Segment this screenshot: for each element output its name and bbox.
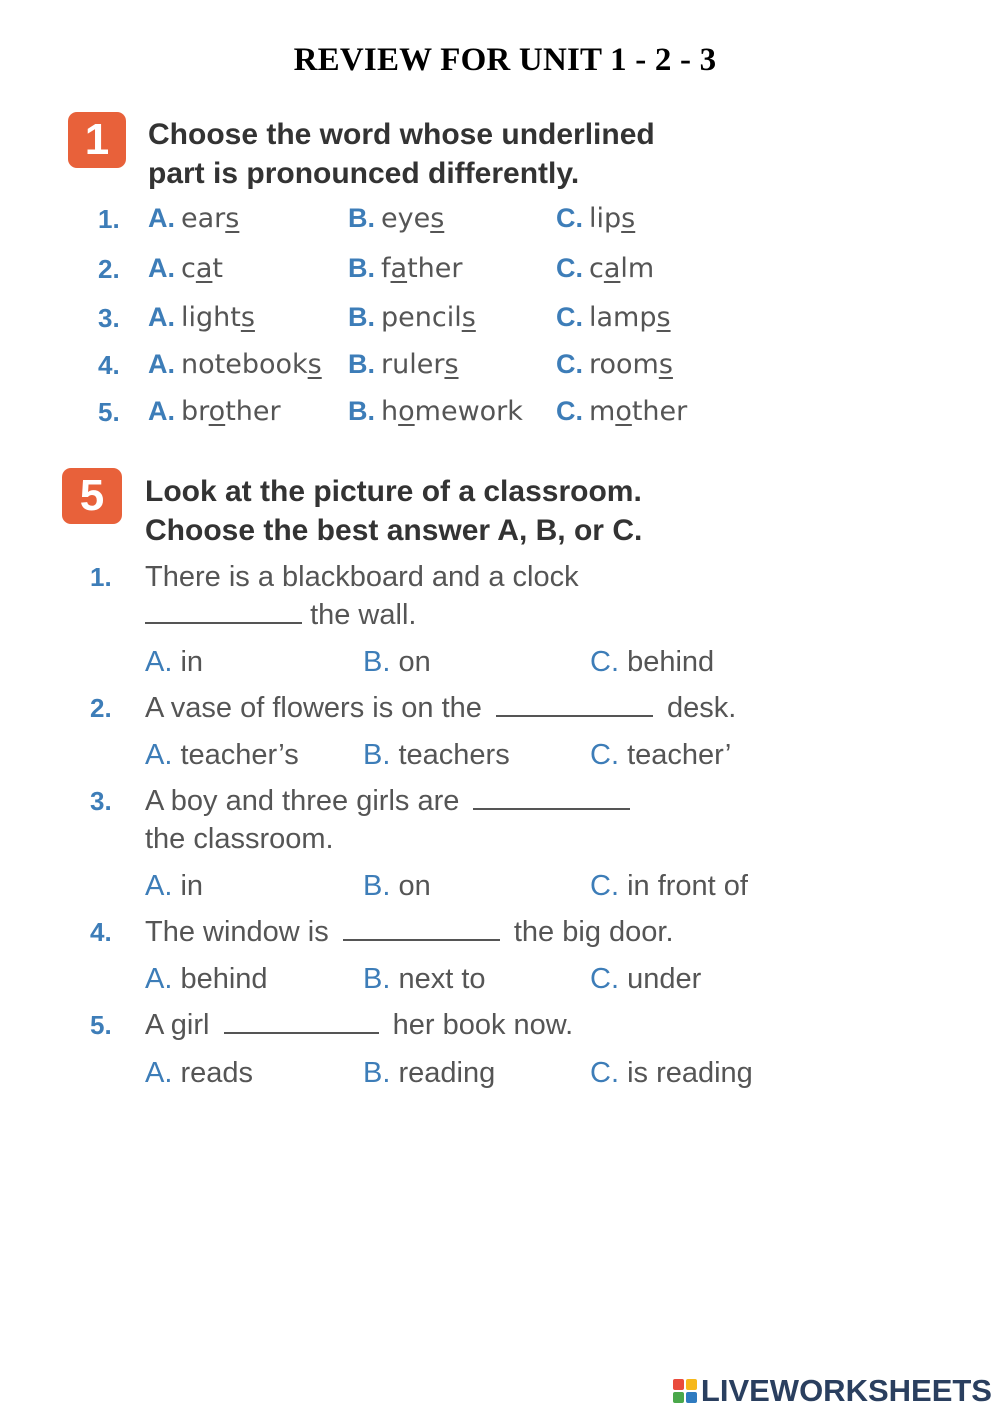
liveworksheets-logo-icon: [673, 1379, 697, 1403]
option-letter: A.: [148, 396, 175, 426]
answer-blank[interactable]: [473, 786, 630, 810]
item-number: 4.: [98, 350, 120, 380]
answer-blank[interactable]: [224, 1010, 379, 1034]
section-5-badge: 5: [62, 468, 122, 524]
option-letter: B.: [348, 349, 375, 379]
question-number: 4.: [90, 917, 112, 947]
option-c[interactable]: [556, 302, 671, 333]
instruction-line-1: Look at the picture of a classroom.: [145, 475, 642, 508]
question-4-text: The window is the big door.: [145, 916, 674, 948]
question-number: 5.: [90, 1010, 112, 1040]
option-c[interactable]: C. in front of: [590, 870, 748, 902]
option-c[interactable]: C. behind: [590, 646, 715, 678]
answer-blank[interactable]: [343, 917, 500, 941]
option-a[interactable]: [148, 253, 223, 284]
instruction-line-2: Choose the best answer A, B, or C.: [145, 514, 643, 547]
item-number: 1.: [98, 204, 120, 234]
question-number: 3.: [90, 786, 112, 816]
option-b[interactable]: B. on: [363, 646, 431, 678]
option-b[interactable]: [348, 396, 523, 427]
word-part: m: [589, 396, 616, 427]
option-letter: A.: [148, 349, 175, 379]
option-b[interactable]: [348, 349, 459, 380]
underlined-part: o: [208, 396, 226, 427]
brand-name: LIVEWORKSHEETS: [700, 1373, 992, 1408]
word-part: ther: [407, 253, 463, 284]
word-part: ther: [225, 396, 281, 427]
word-part: h: [381, 396, 399, 427]
underlined-part: s: [656, 302, 671, 333]
word-part: lip: [589, 203, 622, 234]
option-letter: B.: [348, 396, 375, 426]
underlined-part: s: [621, 203, 636, 234]
option-letter: C.: [556, 349, 583, 379]
word-part: eye: [381, 203, 431, 234]
answer-blank[interactable]: [496, 693, 653, 717]
liveworksheets-logo: [673, 1373, 992, 1409]
underlined-part: a: [390, 253, 408, 284]
option-letter: B.: [348, 253, 375, 283]
option-letter: A.: [148, 253, 175, 283]
option-a[interactable]: A. reads: [145, 1057, 254, 1089]
option-letter: C.: [556, 203, 583, 233]
option-letter: B.: [348, 302, 375, 332]
option-c[interactable]: C. teacher’: [590, 739, 732, 771]
underlined-part: s: [430, 203, 445, 234]
option-a[interactable]: [148, 349, 322, 380]
question-1-line-2: the wall.: [145, 596, 416, 634]
underlined-part: s: [225, 203, 240, 234]
word-part: lamp: [589, 302, 657, 333]
question-1-line-1: There is a blackboard and a clock: [145, 561, 579, 593]
option-b[interactable]: B. on: [363, 870, 431, 902]
word-part: ther: [631, 396, 688, 427]
option-b[interactable]: [348, 253, 462, 284]
underlined-part: s: [658, 349, 673, 380]
word-part: light: [181, 302, 241, 333]
word-part: mework: [414, 396, 523, 427]
option-a[interactable]: [148, 302, 255, 333]
option-letter: C.: [556, 302, 583, 332]
question-5-text: A girl her book now.: [145, 1009, 574, 1041]
option-b[interactable]: [348, 302, 476, 333]
underlined-part: s: [240, 302, 255, 333]
word-part: lm: [620, 253, 655, 284]
underlined-part: a: [603, 253, 621, 284]
word-part: t: [212, 253, 223, 284]
question-3-line-2: the classroom.: [145, 823, 334, 855]
word-part: pencil: [381, 302, 462, 333]
option-a[interactable]: A. behind: [145, 963, 268, 995]
section-5-instruction: [145, 472, 642, 550]
option-a[interactable]: A. in: [145, 646, 204, 678]
question-number: 2.: [90, 693, 112, 723]
underlined-part: s: [444, 349, 459, 380]
question-2-text: A vase of flowers is on the desk.: [145, 692, 737, 724]
option-c[interactable]: C. is reading: [590, 1057, 753, 1089]
option-a[interactable]: [148, 396, 281, 427]
item-number: 2.: [98, 254, 120, 284]
instruction-line-1: Choose the word whose underlined: [148, 118, 655, 151]
underlined-part: o: [615, 396, 632, 427]
option-letter: B.: [348, 203, 375, 233]
option-b[interactable]: [348, 203, 444, 234]
underlined-part: o: [398, 396, 415, 427]
word-part: ear: [181, 203, 226, 234]
word-part: br: [181, 396, 209, 427]
option-letter: C.: [556, 253, 583, 283]
option-letter: A.: [148, 302, 175, 332]
option-letter: A.: [148, 203, 175, 233]
option-a[interactable]: [148, 203, 239, 234]
underlined-part: a: [195, 253, 213, 284]
option-c[interactable]: C. under: [590, 963, 702, 995]
question-number: 1.: [90, 562, 112, 592]
option-a[interactable]: A. teacher’s: [145, 739, 299, 771]
page-title: REVIEW FOR UNIT 1 - 2 - 3: [293, 42, 717, 78]
section-1-badge: 1: [68, 112, 126, 168]
option-c[interactable]: [556, 396, 687, 427]
question-3-line-1: A boy and three girls are: [145, 782, 630, 820]
option-c[interactable]: [556, 253, 654, 284]
underlined-part: s: [461, 302, 476, 333]
option-letter: C.: [556, 396, 583, 426]
word-part: room: [589, 349, 659, 380]
item-number: 5.: [98, 397, 120, 427]
option-a[interactable]: A. in: [145, 870, 204, 902]
underlined-part: s: [307, 349, 322, 380]
word-part: f: [381, 253, 391, 284]
word-part: c: [589, 253, 604, 284]
word-part: c: [181, 253, 196, 284]
section-1-instruction: [148, 115, 655, 193]
instruction-line-2: part is pronounced differently.: [148, 157, 580, 190]
answer-blank[interactable]: [145, 600, 302, 624]
item-number: 3.: [98, 303, 120, 333]
option-b[interactable]: B. reading: [363, 1057, 496, 1089]
option-c[interactable]: [556, 203, 635, 234]
word-part: ruler: [381, 349, 445, 380]
option-b[interactable]: B. next to: [363, 963, 486, 995]
option-c[interactable]: [556, 349, 673, 380]
option-b[interactable]: B. teachers: [363, 739, 510, 771]
word-part: notebook: [181, 349, 308, 380]
